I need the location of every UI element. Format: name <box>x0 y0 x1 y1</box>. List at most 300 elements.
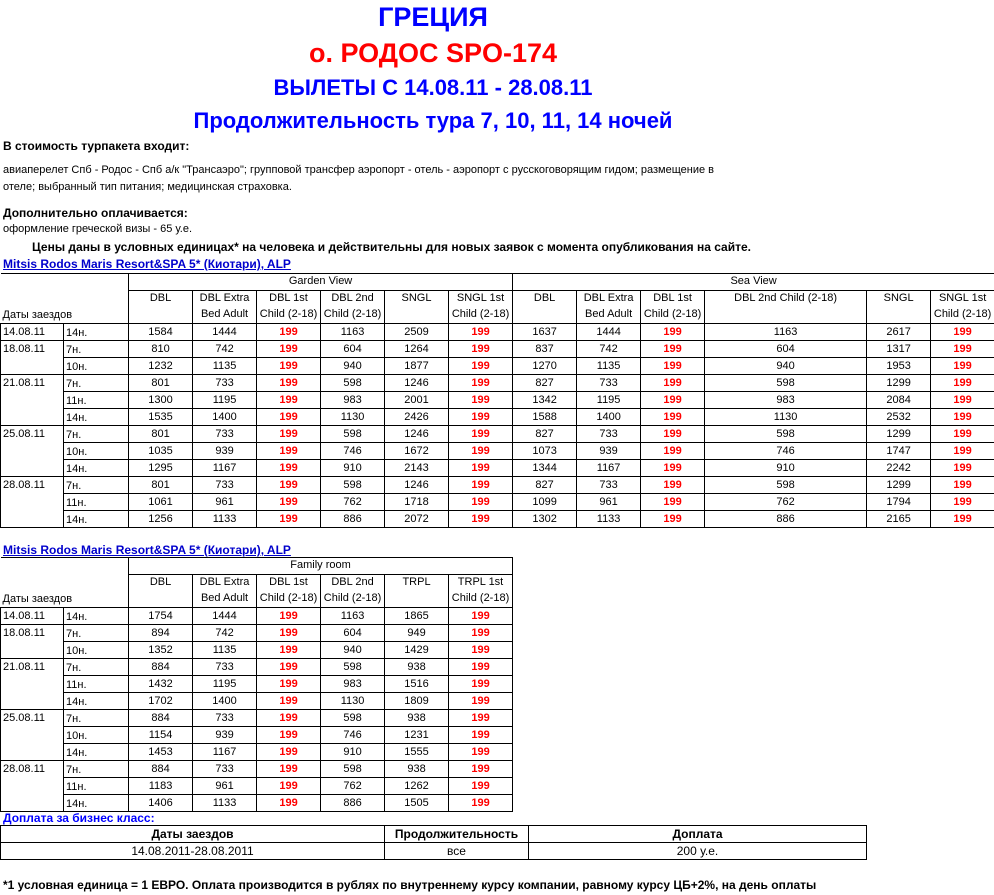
column-header-sub: Bed Adult <box>193 307 257 324</box>
column-header: DBL 1st <box>641 291 705 308</box>
nights: 14н. <box>64 324 129 341</box>
price-cell: 199 <box>449 358 513 375</box>
price-cell: 1295 <box>129 460 193 477</box>
price-cell: 1246 <box>385 375 449 392</box>
price-cell: 742 <box>193 625 257 642</box>
price-cell: 801 <box>129 477 193 494</box>
nights: 7н. <box>64 761 129 778</box>
column-header-sub: Bed Adult <box>577 307 641 324</box>
price-cell: 598 <box>321 477 385 494</box>
price-cell: 1246 <box>385 477 449 494</box>
price-cell: 199 <box>449 460 513 477</box>
price-cell: 2165 <box>867 511 931 528</box>
price-cell: 199 <box>449 744 513 761</box>
column-header: DBL 2nd Child (2-18) <box>705 291 867 308</box>
price-cell: 199 <box>449 494 513 511</box>
price-cell: 598 <box>705 426 867 443</box>
column-header: SNGL 1st <box>449 291 513 308</box>
price-cell: 1256 <box>129 511 193 528</box>
price-cell: 598 <box>321 659 385 676</box>
price-cell: 199 <box>257 693 321 710</box>
price-cell: 199 <box>257 676 321 693</box>
price-cell: 1167 <box>193 744 257 761</box>
price-cell: 939 <box>193 443 257 460</box>
table-row <box>1 324 994 341</box>
price-cell: 884 <box>129 761 193 778</box>
footnote: *1 условная единица = 1 ЕВРО. Оплата производится в рублях по внутреннему курсу компании, равному курсу ЦБ+2%, на день оплаты <box>3 878 817 892</box>
price-cell: 983 <box>321 676 385 693</box>
nights: 14н. <box>64 460 129 477</box>
column-header: DBL 2nd <box>321 291 385 308</box>
table-row <box>1 642 513 659</box>
column-header-sub: Child (2-18) <box>257 591 321 608</box>
business-header-row <box>1 826 867 843</box>
price-cell: 598 <box>321 426 385 443</box>
price-cell: 1262 <box>385 778 449 795</box>
arrival-date: 14.08.11 <box>1 608 64 625</box>
business-surcharge: 200 у.е. <box>529 843 867 860</box>
price-cell: 1444 <box>577 324 641 341</box>
price-cell: 762 <box>321 494 385 511</box>
price-cell: 598 <box>321 710 385 727</box>
price-cell: 1133 <box>193 511 257 528</box>
price-cell: 598 <box>321 375 385 392</box>
nights: 7н. <box>64 426 129 443</box>
price-cell: 940 <box>321 642 385 659</box>
price-cell: 199 <box>449 727 513 744</box>
column-header-sub: Child (2-18) <box>321 307 385 324</box>
price-cell: 910 <box>705 460 867 477</box>
column-header: DBL Extra <box>193 575 257 592</box>
price-cell: 2509 <box>385 324 449 341</box>
price-cell: 884 <box>129 659 193 676</box>
table-row <box>1 460 994 477</box>
table-row <box>1 443 994 460</box>
arrival-date <box>1 727 64 744</box>
price-cell: 1154 <box>129 727 193 744</box>
price-cell: 199 <box>641 511 705 528</box>
price-cell: 199 <box>449 511 513 528</box>
column-header-sub <box>867 307 931 324</box>
price-cell: 961 <box>193 778 257 795</box>
business-row <box>1 843 867 860</box>
price-cell: 199 <box>257 375 321 392</box>
nights: 11н. <box>64 494 129 511</box>
hotel-link-1[interactable]: Mitsis Rodos Maris Resort&SPA 5* (Киотари), ALP <box>3 257 291 271</box>
price-cell: 1232 <box>129 358 193 375</box>
price-cell: 983 <box>321 392 385 409</box>
price-cell: 762 <box>705 494 867 511</box>
price-cell: 2072 <box>385 511 449 528</box>
column-header: DBL <box>513 291 577 308</box>
price-cell: 1135 <box>193 642 257 659</box>
price-cell: 199 <box>641 358 705 375</box>
price-cell: 1264 <box>385 341 449 358</box>
column-header-sub <box>385 591 449 608</box>
column-header-sub <box>705 307 867 324</box>
column-header: DBL Extra <box>577 291 641 308</box>
price-cell: 1400 <box>193 409 257 426</box>
included-title: В стоимость турпакета входит: <box>3 139 190 153</box>
price-cell: 199 <box>449 795 513 812</box>
column-header: DBL <box>129 575 193 592</box>
column-header: DBL 1st <box>257 291 321 308</box>
price-cell: 1718 <box>385 494 449 511</box>
price-cell: 1453 <box>129 744 193 761</box>
nights: 10н. <box>64 443 129 460</box>
price-cell: 1535 <box>129 409 193 426</box>
price-cell: 2426 <box>385 409 449 426</box>
table-row <box>1 778 513 795</box>
price-cell: 1133 <box>577 511 641 528</box>
price-cell: 1317 <box>867 341 931 358</box>
price-cell: 199 <box>931 392 994 409</box>
price-cell: 199 <box>449 392 513 409</box>
extra-line-1: оформление греческой визы - 65 у.е. <box>3 223 193 235</box>
price-cell: 199 <box>257 608 321 625</box>
price-cell: 199 <box>931 426 994 443</box>
price-cell: 199 <box>449 324 513 341</box>
price-cell: 199 <box>449 341 513 358</box>
price-cell: 1432 <box>129 676 193 693</box>
hotel-link-2[interactable]: Mitsis Rodos Maris Resort&SPA 5* (Киотари), ALP <box>3 543 291 557</box>
arrival-date: 18.08.11 <box>1 625 64 642</box>
included-line-1: авиаперелет Спб - Родос - Спб а/к "Трансаэро"; групповой трансфер аэропорт - отель - аэропорт с русскоговорящим гидом; размещение в <box>3 164 714 176</box>
arrival-date <box>1 409 64 426</box>
price-cell: 886 <box>321 511 385 528</box>
price-cell: 199 <box>931 375 994 392</box>
arrival-date: 28.08.11 <box>1 761 64 778</box>
group-header: Garden View <box>129 274 513 291</box>
price-cell: 961 <box>577 494 641 511</box>
price-cell: 1299 <box>867 477 931 494</box>
price-cell: 199 <box>449 710 513 727</box>
price-cell: 199 <box>257 642 321 659</box>
price-cell: 199 <box>449 608 513 625</box>
title-country: ГРЕЦИЯ <box>378 2 488 32</box>
arrival-date: 21.08.11 <box>1 659 64 676</box>
price-cell: 199 <box>931 460 994 477</box>
price-cell: 1794 <box>867 494 931 511</box>
column-header: DBL Extra <box>193 291 257 308</box>
price-cell: 827 <box>513 426 577 443</box>
price-cell: 1444 <box>193 324 257 341</box>
column-header: DBL 2nd <box>321 575 385 592</box>
price-cell: 199 <box>257 460 321 477</box>
price-cell: 199 <box>449 659 513 676</box>
arrival-date: 14.08.11 <box>1 324 64 341</box>
price-cell: 199 <box>257 710 321 727</box>
price-cell: 1163 <box>321 608 385 625</box>
price-cell: 938 <box>385 710 449 727</box>
table-row <box>1 693 513 710</box>
arrival-date <box>1 460 64 477</box>
nights: 14н. <box>64 744 129 761</box>
price-cell: 199 <box>641 426 705 443</box>
price-cell: 199 <box>641 341 705 358</box>
price-cell: 199 <box>931 511 994 528</box>
price-cell: 1195 <box>193 676 257 693</box>
price-cell: 1953 <box>867 358 931 375</box>
price-cell: 746 <box>705 443 867 460</box>
price-cell: 733 <box>577 426 641 443</box>
price-cell: 1135 <box>577 358 641 375</box>
business-duration: все <box>385 843 529 860</box>
extra-title: Дополнительно оплачивается: <box>3 206 188 220</box>
price-cell: 1167 <box>577 460 641 477</box>
title-departures: ВЫЛЕТЫ С 14.08.11 - 28.08.11 <box>273 75 593 100</box>
price-cell: 199 <box>257 511 321 528</box>
price-cell: 2143 <box>385 460 449 477</box>
column-header-sub <box>385 307 449 324</box>
price-cell: 1163 <box>321 324 385 341</box>
price-cell: 199 <box>257 795 321 812</box>
column-header: SNGL <box>385 291 449 308</box>
price-cell: 199 <box>449 642 513 659</box>
column-header: TRPL 1st <box>449 575 513 592</box>
table-row <box>1 761 513 778</box>
price-cell: 2617 <box>867 324 931 341</box>
arrival-date <box>1 392 64 409</box>
price-cell: 199 <box>931 358 994 375</box>
price-cell: 199 <box>257 324 321 341</box>
price-cell: 199 <box>449 409 513 426</box>
nights: 11н. <box>64 676 129 693</box>
price-cell: 1809 <box>385 693 449 710</box>
price-cell: 1406 <box>129 795 193 812</box>
nights: 14н. <box>64 409 129 426</box>
price-cell: 199 <box>449 778 513 795</box>
nights: 10н. <box>64 358 129 375</box>
table-row <box>1 744 513 761</box>
price-cell: 1299 <box>867 375 931 392</box>
price-cell: 199 <box>449 477 513 494</box>
price-cell: 827 <box>513 477 577 494</box>
price-cell: 733 <box>193 710 257 727</box>
price-cell: 1555 <box>385 744 449 761</box>
price-cell: 1444 <box>193 608 257 625</box>
column-header-sub <box>129 307 193 324</box>
price-cell: 1877 <box>385 358 449 375</box>
price-cell: 939 <box>577 443 641 460</box>
nights: 11н. <box>64 392 129 409</box>
price-cell: 742 <box>577 341 641 358</box>
price-cell: 910 <box>321 744 385 761</box>
price-cell: 199 <box>641 477 705 494</box>
price-cell: 733 <box>577 477 641 494</box>
column-header: DBL <box>129 291 193 308</box>
column-header-sub: Child (2-18) <box>641 307 705 324</box>
nights: 7н. <box>64 710 129 727</box>
price-cell: 1270 <box>513 358 577 375</box>
price-cell: 949 <box>385 625 449 642</box>
arrival-date: 18.08.11 <box>1 341 64 358</box>
price-cell: 733 <box>577 375 641 392</box>
price-cell: 810 <box>129 341 193 358</box>
price-cell: 1073 <box>513 443 577 460</box>
price-cell: 199 <box>931 494 994 511</box>
price-cell: 199 <box>449 375 513 392</box>
column-header: SNGL <box>867 291 931 308</box>
table-row <box>1 710 513 727</box>
table-row <box>1 358 994 375</box>
price-cell: 1516 <box>385 676 449 693</box>
price-cell: 1352 <box>129 642 193 659</box>
price-cell: 199 <box>257 358 321 375</box>
price-cell: 1400 <box>577 409 641 426</box>
price-cell: 1130 <box>321 409 385 426</box>
price-table-standard <box>0 273 994 528</box>
price-cell: 801 <box>129 426 193 443</box>
price-cell: 2084 <box>867 392 931 409</box>
business-header-dates: Даты заездов <box>1 826 385 843</box>
table-row <box>1 409 994 426</box>
group-header-row <box>1 274 994 291</box>
column-header-sub: Child (2-18) <box>449 307 513 324</box>
included-line-2: отеле; выбранный тип питания; медицинская страховка. <box>3 181 292 193</box>
arrival-date: 28.08.11 <box>1 477 64 494</box>
price-cell: 746 <box>321 727 385 744</box>
price-cell: 983 <box>705 392 867 409</box>
title-duration: Продолжительность тура 7, 10, 11, 14 ночей <box>193 108 673 133</box>
price-cell: 199 <box>931 409 994 426</box>
nights: 10н. <box>64 642 129 659</box>
price-cell: 801 <box>129 375 193 392</box>
price-table-family <box>0 557 513 812</box>
price-cell: 199 <box>449 443 513 460</box>
price-cell: 604 <box>321 625 385 642</box>
group-header: Sea View <box>513 274 994 291</box>
price-cell: 2242 <box>867 460 931 477</box>
price-cell: 1183 <box>129 778 193 795</box>
price-cell: 2532 <box>867 409 931 426</box>
price-cell: 1672 <box>385 443 449 460</box>
arrival-date <box>1 744 64 761</box>
price-cell: 2001 <box>385 392 449 409</box>
column-header-row <box>1 291 994 308</box>
arrival-date <box>1 693 64 710</box>
arrival-date: 21.08.11 <box>1 375 64 392</box>
price-cell: 827 <box>513 375 577 392</box>
arrival-date <box>1 676 64 693</box>
nights: 14н. <box>64 511 129 528</box>
nights: 7н. <box>64 625 129 642</box>
price-cell: 1135 <box>193 358 257 375</box>
price-cell: 199 <box>641 460 705 477</box>
price-cell: 199 <box>257 659 321 676</box>
price-cell: 1035 <box>129 443 193 460</box>
price-cell: 746 <box>321 443 385 460</box>
price-cell: 199 <box>257 761 321 778</box>
price-cell: 199 <box>257 426 321 443</box>
table-row <box>1 392 994 409</box>
price-cell: 199 <box>931 477 994 494</box>
price-cell: 199 <box>257 443 321 460</box>
column-header: SNGL 1st <box>931 291 994 308</box>
price-cell: 1584 <box>129 324 193 341</box>
price-cell: 199 <box>931 341 994 358</box>
table-row <box>1 494 994 511</box>
price-cell: 1342 <box>513 392 577 409</box>
table-row <box>1 625 513 642</box>
arrival-date <box>1 778 64 795</box>
price-cell: 1130 <box>705 409 867 426</box>
prices-note: Цены даны в условных единицах* на человека и действительны для новых заявок с момента опубликования на сайте. <box>32 240 751 254</box>
price-cell: 199 <box>257 778 321 795</box>
price-cell: 1344 <box>513 460 577 477</box>
price-cell: 199 <box>641 375 705 392</box>
price-cell: 938 <box>385 761 449 778</box>
business-class-title: Доплата за бизнес класс: <box>3 811 155 825</box>
price-cell: 762 <box>321 778 385 795</box>
table-row <box>1 511 994 528</box>
price-cell: 733 <box>193 761 257 778</box>
table-row <box>1 795 513 812</box>
column-header-row-2 <box>1 307 994 324</box>
table-row <box>1 659 513 676</box>
price-cell: 199 <box>449 676 513 693</box>
price-cell: 199 <box>449 693 513 710</box>
price-cell: 1300 <box>129 392 193 409</box>
price-cell: 886 <box>705 511 867 528</box>
price-cell: 1429 <box>385 642 449 659</box>
price-cell: 1637 <box>513 324 577 341</box>
business-dates: 14.08.2011-28.08.2011 <box>1 843 385 860</box>
price-cell: 598 <box>321 761 385 778</box>
price-cell: 604 <box>705 341 867 358</box>
price-cell: 1061 <box>129 494 193 511</box>
price-cell: 742 <box>193 341 257 358</box>
price-cell: 1754 <box>129 608 193 625</box>
price-cell: 961 <box>193 494 257 511</box>
price-cell: 884 <box>129 710 193 727</box>
price-cell: 940 <box>705 358 867 375</box>
nights: 7н. <box>64 659 129 676</box>
price-cell: 199 <box>257 744 321 761</box>
column-header-sub: Child (2-18) <box>321 591 385 608</box>
price-cell: 199 <box>257 727 321 744</box>
price-cell: 1231 <box>385 727 449 744</box>
price-cell: 910 <box>321 460 385 477</box>
nights: 7н. <box>64 477 129 494</box>
column-header-sub: Child (2-18) <box>257 307 321 324</box>
price-cell: 1865 <box>385 608 449 625</box>
price-cell: 1195 <box>577 392 641 409</box>
price-cell: 199 <box>257 477 321 494</box>
price-cell: 199 <box>641 494 705 511</box>
price-cell: 199 <box>931 443 994 460</box>
price-cell: 1299 <box>867 426 931 443</box>
price-cell: 1747 <box>867 443 931 460</box>
price-cell: 1130 <box>321 693 385 710</box>
price-cell: 199 <box>641 409 705 426</box>
price-cell: 199 <box>449 426 513 443</box>
price-cell: 1588 <box>513 409 577 426</box>
price-cell: 199 <box>257 409 321 426</box>
business-header-surcharge: Доплата <box>529 826 867 843</box>
price-cell: 199 <box>641 443 705 460</box>
price-cell: 199 <box>641 324 705 341</box>
group-header-row <box>1 558 513 575</box>
price-cell: 199 <box>449 761 513 778</box>
dates-header: Даты заездов <box>1 558 129 608</box>
price-cell: 1195 <box>193 392 257 409</box>
column-header-sub <box>129 591 193 608</box>
table-row <box>1 375 994 392</box>
price-cell: 938 <box>385 659 449 676</box>
arrival-date <box>1 494 64 511</box>
price-cell: 199 <box>257 494 321 511</box>
